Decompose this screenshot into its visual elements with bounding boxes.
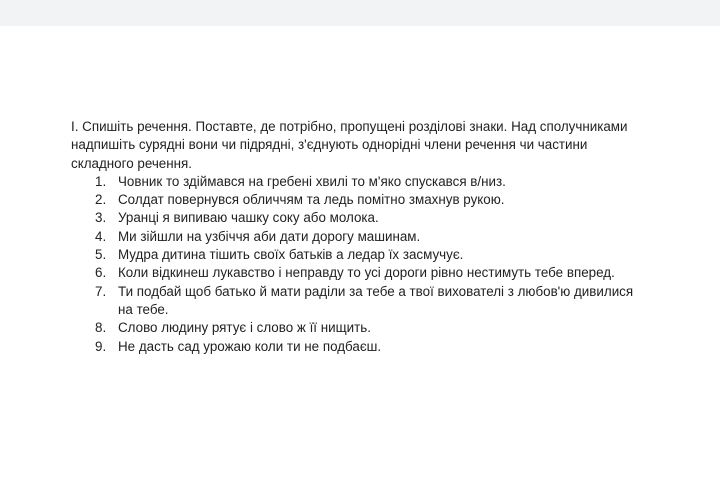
item-text: Човник то здіймався на гребені хвилі то м'яко спускався в/низ. (118, 173, 506, 189)
item-number: 3. (95, 210, 107, 226)
item-number: 7. (95, 283, 107, 299)
sentence-list (71, 173, 646, 356)
item-text: Солдат повернувся обличчям та ледь помітно змахнув рукою. (118, 192, 505, 208)
item-number: 8. (95, 320, 107, 336)
item-number: 9. (95, 338, 107, 354)
list-item (71, 173, 646, 191)
item-number: 1. (95, 173, 107, 189)
top-bar (0, 0, 720, 26)
document-page (0, 26, 720, 494)
document-content (71, 118, 646, 356)
list-item (71, 191, 646, 209)
task-intro: І. Спишіть речення. Поставте, де потрібно, пропущені розділові знаки. Над сполучниками надпишіть сурядні вони чи підрядні, з'єднують однорідні члени речення чи частини складного речення. (71, 119, 628, 171)
list-item (71, 264, 646, 282)
item-text: Мудра дитина тішить своїх батьків а ледар їх засмучує. (118, 247, 464, 263)
list-item (71, 338, 646, 356)
list-item (71, 283, 646, 320)
item-number: 6. (95, 265, 107, 281)
list-item (71, 228, 646, 246)
item-number: 2. (95, 192, 107, 208)
item-number: 4. (95, 228, 107, 244)
list-item (71, 319, 646, 337)
item-number: 5. (95, 247, 107, 263)
item-text: Ми зійшли на узбіччя аби дати дорогу машинам. (118, 228, 421, 244)
item-text: Уранці я випиваю чашку соку або молока. (118, 210, 379, 226)
list-item (71, 246, 646, 264)
item-text: Слово людину рятує і слово ж її нищить. (118, 320, 371, 336)
list-item (71, 209, 646, 227)
item-text: Коли відкинеш лукавство і неправду то усі дороги рівно нестимуть тебе вперед. (118, 265, 615, 281)
item-text: Не дасть сад урожаю коли ти не подбаєш. (118, 338, 382, 354)
item-text: Ти подбай щоб батько й мати раділи за тебе а твої вихователі з любов'ю дивилися на тебе. (118, 283, 634, 317)
